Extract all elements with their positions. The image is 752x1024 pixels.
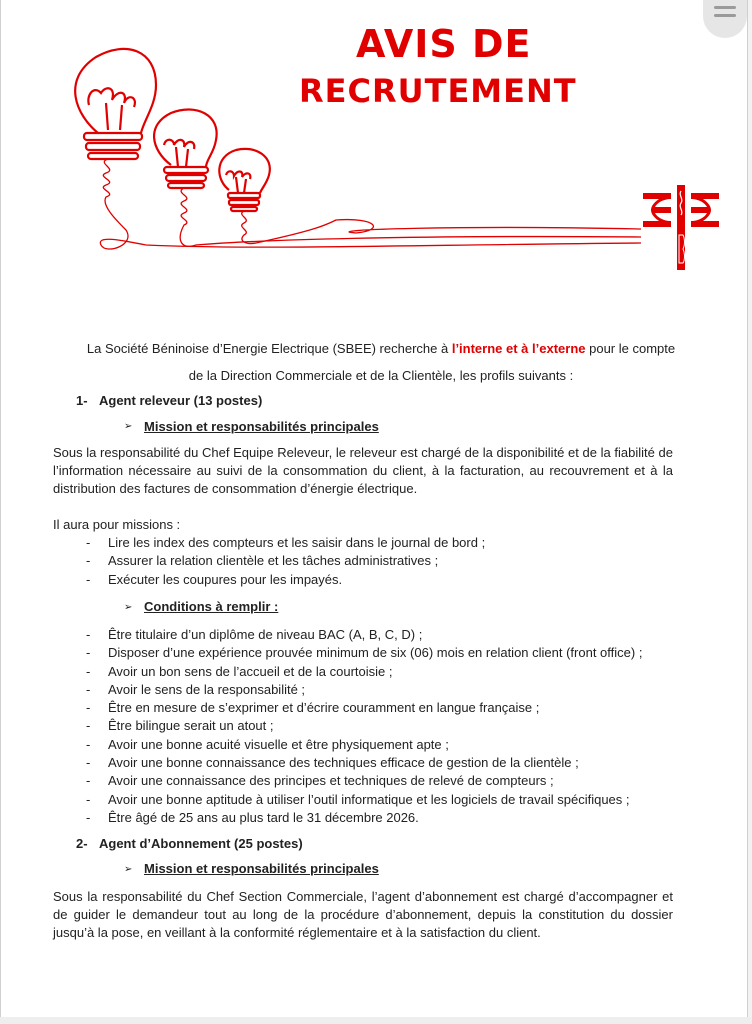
- intro-highlight: l’interne et à l’externe: [451, 341, 586, 356]
- list-item-text: Avoir une bonne acuité visuelle et être physiquement apte ;: [108, 736, 449, 752]
- intro-text: pour le compte: [585, 341, 676, 356]
- list-item-text: Être en mesure de s’exprimer et d’écrire couramment en langue française ;: [108, 700, 540, 716]
- intro-line2: de la Direction Commerciale et de la Clientèle, les profils suivants :: [188, 368, 574, 383]
- title-line2: RECRUTEMENT: [299, 72, 577, 110]
- list-item: [86, 754, 642, 772]
- section2-mission-heading: Mission et responsabilités principales: [144, 861, 379, 876]
- list-item: [86, 681, 642, 699]
- list-item-text: Avoir une connaissance des principes et techniques de relevé de compteurs ;: [108, 773, 554, 789]
- section1-conditions-list: [86, 626, 642, 827]
- list-item: [86, 699, 642, 717]
- section2-mission-text: Sous la responsabilité du Chef Section Commerciale, l’agent d’abonnement est chargé d’accompagner et de guider le demandeur tout au long de la procédure d’abonnement, depuis la constitution du dossier jusqu’à la pose, en veillant à la conformité réglementaire et à la satisfaction du client.: [53, 889, 673, 940]
- section2-number: 2-: [76, 836, 88, 851]
- section1-mission-text: Sous la responsabilité du Chef Equipe Releveur, le releveur est chargé de la disponibilité et de la fiabilité de l’information nécessaire au suivi de la consommation du client, à la facturation, au recouvrement et à la distribution des factures de consommation d’énergie électrique.: [53, 445, 673, 496]
- section1-missions-list: [86, 534, 485, 589]
- list-item-text: Être bilingue serait un atout ;: [108, 718, 274, 734]
- hamburger-menu-button[interactable]: [703, 0, 747, 38]
- dash-bullet: -: [86, 791, 91, 807]
- arrow-bullet-icon: ➢: [124, 602, 133, 613]
- section1-conditions-heading: Conditions à remplir :: [144, 599, 279, 614]
- section1-number: 1-: [76, 393, 88, 408]
- dash-bullet: -: [86, 535, 91, 550]
- dash-bullet: -: [86, 773, 91, 789]
- list-item-text: Avoir un bon sens de l’accueil et de la courtoisie ;: [108, 663, 393, 679]
- bottom-bar: [0, 1017, 752, 1024]
- list-item: [86, 552, 485, 570]
- list-item-text: Assurer la relation clientèle et les tâches administratives ;: [108, 553, 439, 569]
- section1-title: Agent releveur (13 postes): [99, 393, 263, 408]
- list-item-text: Être âgé de 25 ans au plus tard le 31 décembre 2026.: [108, 809, 419, 825]
- list-item: [86, 644, 642, 662]
- list-item-text: Avoir une bonne connaissance des techniques efficace de gestion de la clientèle ;: [108, 755, 579, 771]
- list-item-text: Être titulaire d’un diplôme de niveau BAC (A, B, C, D) ;: [108, 627, 423, 642]
- dash-bullet: -: [86, 627, 91, 642]
- dash-bullet: -: [86, 700, 91, 716]
- dash-bullet: -: [86, 681, 91, 697]
- menu-line-icon: [714, 6, 736, 9]
- list-item: [86, 791, 642, 809]
- list-item: [86, 663, 642, 681]
- list-item: [86, 534, 485, 552]
- intro-text: La Société Béninoise d’Energie Electrique (SBEE) recherche à: [86, 341, 452, 356]
- list-item-text: Disposer d’une expérience prouvée minimum de six (06) mois en relation client (front office) ;: [108, 645, 643, 661]
- list-item: [86, 772, 642, 790]
- dash-bullet: -: [86, 553, 91, 569]
- dash-bullet: -: [86, 645, 91, 661]
- intro-line1: [41, 340, 721, 358]
- dash-bullet: -: [86, 718, 91, 734]
- dash-bullet: -: [86, 755, 91, 771]
- section1-missions-intro: Il aura pour missions :: [53, 517, 181, 532]
- list-item: [86, 809, 642, 827]
- list-item-text: Avoir le sens de la responsabilité ;: [108, 681, 306, 697]
- section2-title: Agent d’Abonnement (25 postes): [99, 836, 303, 851]
- list-item-text: Avoir une bonne aptitude à utiliser l’outil informatique et les logiciels de travail spécifiques ;: [108, 791, 630, 807]
- dash-bullet: -: [86, 736, 91, 752]
- title-line1: AVIS DE: [356, 22, 532, 66]
- arrow-bullet-icon: ➢: [124, 421, 133, 432]
- sbee-logo: [641, 185, 721, 270]
- dash-bullet: -: [86, 809, 91, 825]
- list-item: [86, 717, 642, 735]
- list-item: [86, 736, 642, 754]
- menu-line-icon: [714, 14, 736, 17]
- section1-mission-heading: Mission et responsabilités principales: [144, 419, 379, 434]
- list-item-text: Exécuter les coupures pour les impayés.: [108, 571, 343, 587]
- list-item: [86, 571, 485, 589]
- arrow-bullet-icon: ➢: [124, 864, 133, 875]
- list-item: [86, 626, 642, 644]
- dash-bullet: -: [86, 571, 91, 587]
- dash-bullet: -: [86, 663, 91, 679]
- list-item-text: Lire les index des compteurs et les saisir dans le journal de bord ;: [108, 535, 486, 550]
